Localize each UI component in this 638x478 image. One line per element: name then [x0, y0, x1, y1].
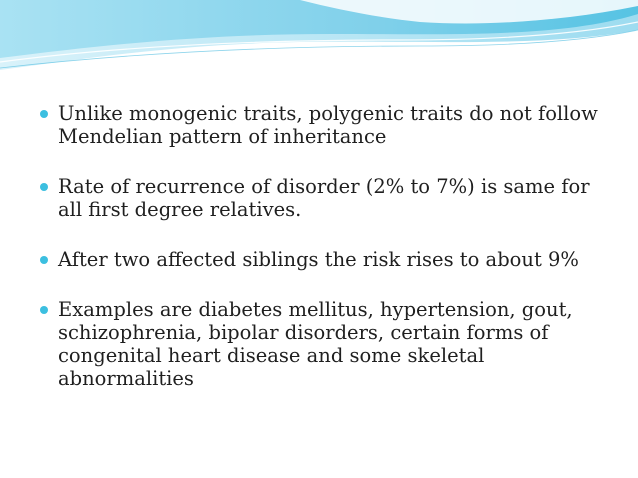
list-item	[38, 248, 608, 271]
bullet-list	[38, 102, 608, 417]
bullet-icon	[40, 256, 48, 264]
bullet-icon	[40, 306, 48, 314]
bullet-text: Unlike monogenic traits, polygenic traits do not follow Mendelian pattern of inheritance	[58, 102, 598, 148]
bullet-text: After two affected siblings the risk rises to about 9%	[58, 248, 579, 271]
bullet-text: Rate of recurrence of disorder (2% to 7%) is same for all first degree relatives.	[58, 175, 590, 221]
bullet-icon	[40, 110, 48, 118]
bullet-text: Examples are diabetes mellitus, hypertension, gout, schizophrenia, bipolar disorders, certain forms of congenital heart disease and some skeletal abnormalities	[58, 298, 573, 390]
bullet-icon	[40, 183, 48, 191]
list-item	[38, 175, 608, 221]
list-item	[38, 102, 608, 148]
list-item	[38, 298, 608, 390]
header-wave-decoration	[0, 0, 638, 80]
